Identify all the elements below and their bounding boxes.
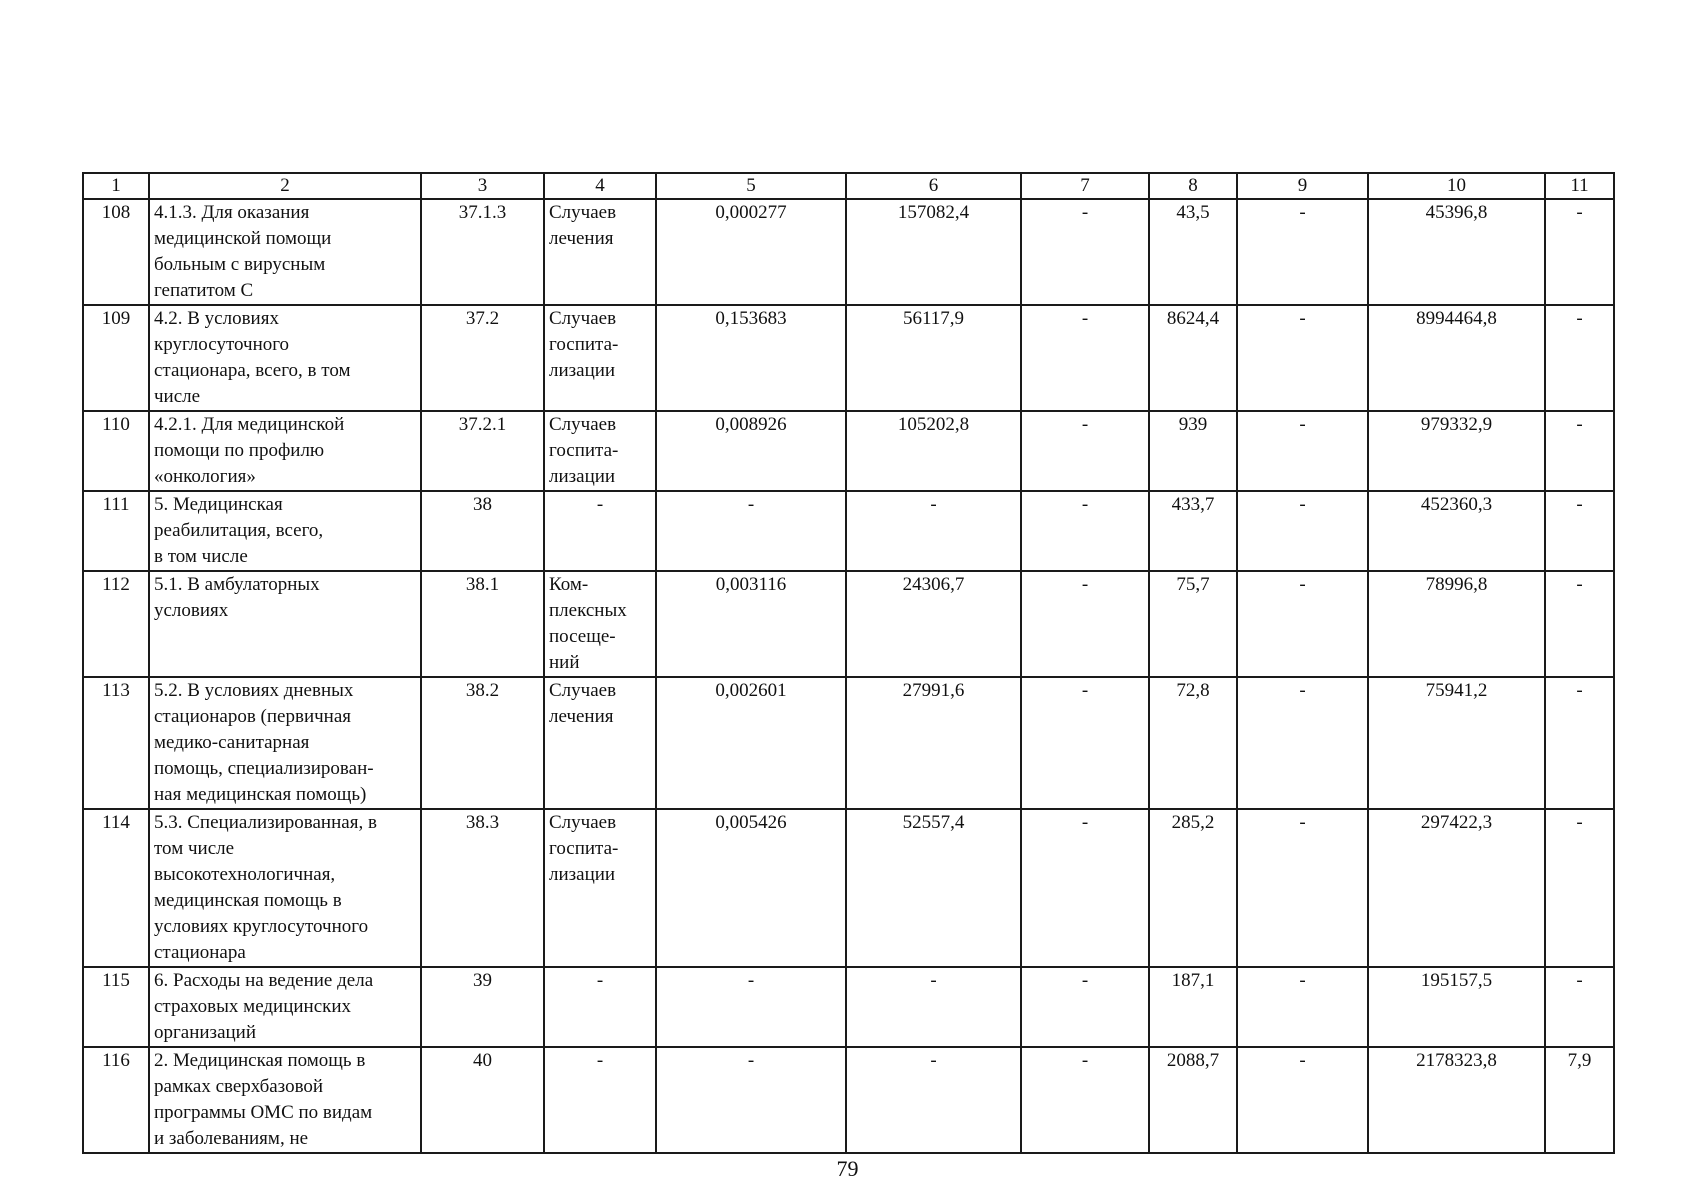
row-name-text: 6. Расходы на ведение дела страховых медицинских организаций xyxy=(154,970,374,1043)
data-table xyxy=(82,172,1615,1154)
cell-col10: 979332,9 xyxy=(1368,411,1545,491)
cell-col6: 52557,4 xyxy=(846,809,1021,967)
cell-col5: 0,153683 xyxy=(656,305,846,411)
column-header: 4 xyxy=(544,173,656,199)
cell-col8: 187,1 xyxy=(1149,967,1237,1047)
cell-col8: 72,8 xyxy=(1149,677,1237,809)
row-number: 114 xyxy=(83,809,149,967)
cell-col6: - xyxy=(846,1047,1021,1153)
cell-col10: 297422,3 xyxy=(1368,809,1545,967)
cell-col6: 157082,4 xyxy=(846,199,1021,305)
cell-col5: 0,000277 xyxy=(656,199,846,305)
row-code: 38.3 xyxy=(421,809,544,967)
cell-col6: 24306,7 xyxy=(846,571,1021,677)
row-name xyxy=(149,305,421,411)
row-name xyxy=(149,571,421,677)
row-unit-text: Ком- плексных посеще- ний xyxy=(549,574,627,673)
column-header: 1 xyxy=(83,173,149,199)
cell-col11: - xyxy=(1545,305,1614,411)
cell-col6: - xyxy=(846,491,1021,571)
row-number: 115 xyxy=(83,967,149,1047)
cell-col7: - xyxy=(1021,305,1149,411)
row-number: 108 xyxy=(83,199,149,305)
cell-col8: 433,7 xyxy=(1149,491,1237,571)
cell-col5: - xyxy=(656,1047,846,1153)
table-row xyxy=(83,1047,1614,1153)
cell-col9: - xyxy=(1237,491,1368,571)
page-number: 79 xyxy=(836,1156,859,1181)
cell-col7: - xyxy=(1021,491,1149,571)
row-name xyxy=(149,491,421,571)
cell-col8: 2088,7 xyxy=(1149,1047,1237,1153)
cell-col11: - xyxy=(1545,491,1614,571)
table-row xyxy=(83,967,1614,1047)
row-unit-text: - xyxy=(596,1050,604,1071)
cell-col9: - xyxy=(1237,571,1368,677)
cell-col10: 45396,8 xyxy=(1368,199,1545,305)
cell-col8: 43,5 xyxy=(1149,199,1237,305)
cell-col11: - xyxy=(1545,411,1614,491)
row-name-text: 5.2. В условиях дневных стационаров (первичная медико-санитарная помощь, специализирован- ная медицинская помощь) xyxy=(154,680,374,805)
row-number: 109 xyxy=(83,305,149,411)
column-header: 8 xyxy=(1149,173,1237,199)
row-number: 112 xyxy=(83,571,149,677)
header-row xyxy=(83,173,1614,199)
cell-col9: - xyxy=(1237,305,1368,411)
row-name-text: 4.2.1. Для медицинской помощи по профилю «онкология» xyxy=(154,414,345,487)
row-unit xyxy=(544,491,656,571)
cell-col7: - xyxy=(1021,967,1149,1047)
row-number: 110 xyxy=(83,411,149,491)
row-unit xyxy=(544,809,656,967)
cell-col10: 78996,8 xyxy=(1368,571,1545,677)
cell-col11: - xyxy=(1545,809,1614,967)
row-unit-text: Случаев лечения xyxy=(549,202,617,249)
row-unit xyxy=(544,305,656,411)
cell-col6: - xyxy=(846,967,1021,1047)
cell-col9: - xyxy=(1237,809,1368,967)
cell-col8: 285,2 xyxy=(1149,809,1237,967)
row-code: 38.2 xyxy=(421,677,544,809)
table-row xyxy=(83,491,1614,571)
cell-col10: 195157,5 xyxy=(1368,967,1545,1047)
row-unit xyxy=(544,199,656,305)
cell-col11: - xyxy=(1545,677,1614,809)
row-unit xyxy=(544,1047,656,1153)
cell-col6: 56117,9 xyxy=(846,305,1021,411)
row-code: 37.2 xyxy=(421,305,544,411)
table-row xyxy=(83,677,1614,809)
row-name-text: 5.3. Специализированная, в том числе высокотехнологичная, медицинская помощь в условиях круглосуточного стационара xyxy=(154,812,377,963)
column-header: 5 xyxy=(656,173,846,199)
row-number: 116 xyxy=(83,1047,149,1153)
row-unit xyxy=(544,411,656,491)
cell-col10: 2178323,8 xyxy=(1368,1047,1545,1153)
cell-col8: 8624,4 xyxy=(1149,305,1237,411)
row-name xyxy=(149,411,421,491)
cell-col8: 75,7 xyxy=(1149,571,1237,677)
cell-col11: - xyxy=(1545,967,1614,1047)
row-number: 113 xyxy=(83,677,149,809)
row-unit-text: Случаев госпита- лизации xyxy=(549,812,619,885)
row-name xyxy=(149,1047,421,1153)
column-header: 11 xyxy=(1545,173,1614,199)
column-header: 9 xyxy=(1237,173,1368,199)
cell-col5: 0,005426 xyxy=(656,809,846,967)
row-code: 38.1 xyxy=(421,571,544,677)
cell-col7: - xyxy=(1021,677,1149,809)
cell-col5: 0,003116 xyxy=(656,571,846,677)
row-name-text: 2. Медицинская помощь в рамках сверхбазовой программы ОМС по видам и заболеваниям, не xyxy=(154,1050,373,1149)
table-row xyxy=(83,411,1614,491)
row-unit xyxy=(544,677,656,809)
column-header: 2 xyxy=(149,173,421,199)
column-header: 7 xyxy=(1021,173,1149,199)
cell-col5: - xyxy=(656,491,846,571)
row-name xyxy=(149,809,421,967)
row-code: 38 xyxy=(421,491,544,571)
row-unit xyxy=(544,967,656,1047)
table-row xyxy=(83,809,1614,967)
row-name-text: 4.1.3. Для оказания медицинской помощи больным с вирусным гепатитом С xyxy=(154,202,332,301)
cell-col9: - xyxy=(1237,411,1368,491)
cell-col6: 105202,8 xyxy=(846,411,1021,491)
cell-col7: - xyxy=(1021,1047,1149,1153)
row-name-text: 5. Медицинская реабилитация, всего, в том числе xyxy=(154,494,324,567)
row-name xyxy=(149,967,421,1047)
cell-col5: 0,008926 xyxy=(656,411,846,491)
cell-col10: 452360,3 xyxy=(1368,491,1545,571)
row-unit xyxy=(544,571,656,677)
cell-col5: - xyxy=(656,967,846,1047)
row-name xyxy=(149,677,421,809)
cell-col5: 0,002601 xyxy=(656,677,846,809)
row-number: 111 xyxy=(83,491,149,571)
cell-col6: 27991,6 xyxy=(846,677,1021,809)
cell-col9: - xyxy=(1237,967,1368,1047)
table-row xyxy=(83,571,1614,677)
cell-col10: 8994464,8 xyxy=(1368,305,1545,411)
cell-col9: - xyxy=(1237,199,1368,305)
column-header: 10 xyxy=(1368,173,1545,199)
table-row xyxy=(83,199,1614,305)
row-unit-text: - xyxy=(596,970,604,991)
row-code: 37.2.1 xyxy=(421,411,544,491)
table-row xyxy=(83,305,1614,411)
cell-col7: - xyxy=(1021,571,1149,677)
row-unit-text: - xyxy=(596,494,604,515)
cell-col7: - xyxy=(1021,411,1149,491)
row-code: 40 xyxy=(421,1047,544,1153)
cell-col8: 939 xyxy=(1149,411,1237,491)
row-name xyxy=(149,199,421,305)
row-unit-text: Случаев госпита- лизации xyxy=(549,414,619,487)
row-unit-text: Случаев лечения xyxy=(549,680,617,727)
cell-col11: - xyxy=(1545,571,1614,677)
cell-col9: - xyxy=(1237,677,1368,809)
cell-col11: 7,9 xyxy=(1545,1047,1614,1153)
row-code: 39 xyxy=(421,967,544,1047)
column-header: 6 xyxy=(846,173,1021,199)
column-header: 3 xyxy=(421,173,544,199)
row-unit-text: Случаев госпита- лизации xyxy=(549,308,619,381)
row-name-text: 4.2. В условиях круглосуточного стационара, всего, в том числе xyxy=(154,308,351,407)
cell-col7: - xyxy=(1021,809,1149,967)
cell-col11: - xyxy=(1545,199,1614,305)
cell-col7: - xyxy=(1021,199,1149,305)
cell-col9: - xyxy=(1237,1047,1368,1153)
cell-col10: 75941,2 xyxy=(1368,677,1545,809)
row-code: 37.1.3 xyxy=(421,199,544,305)
row-name-text: 5.1. В амбулаторных условиях xyxy=(154,574,320,621)
